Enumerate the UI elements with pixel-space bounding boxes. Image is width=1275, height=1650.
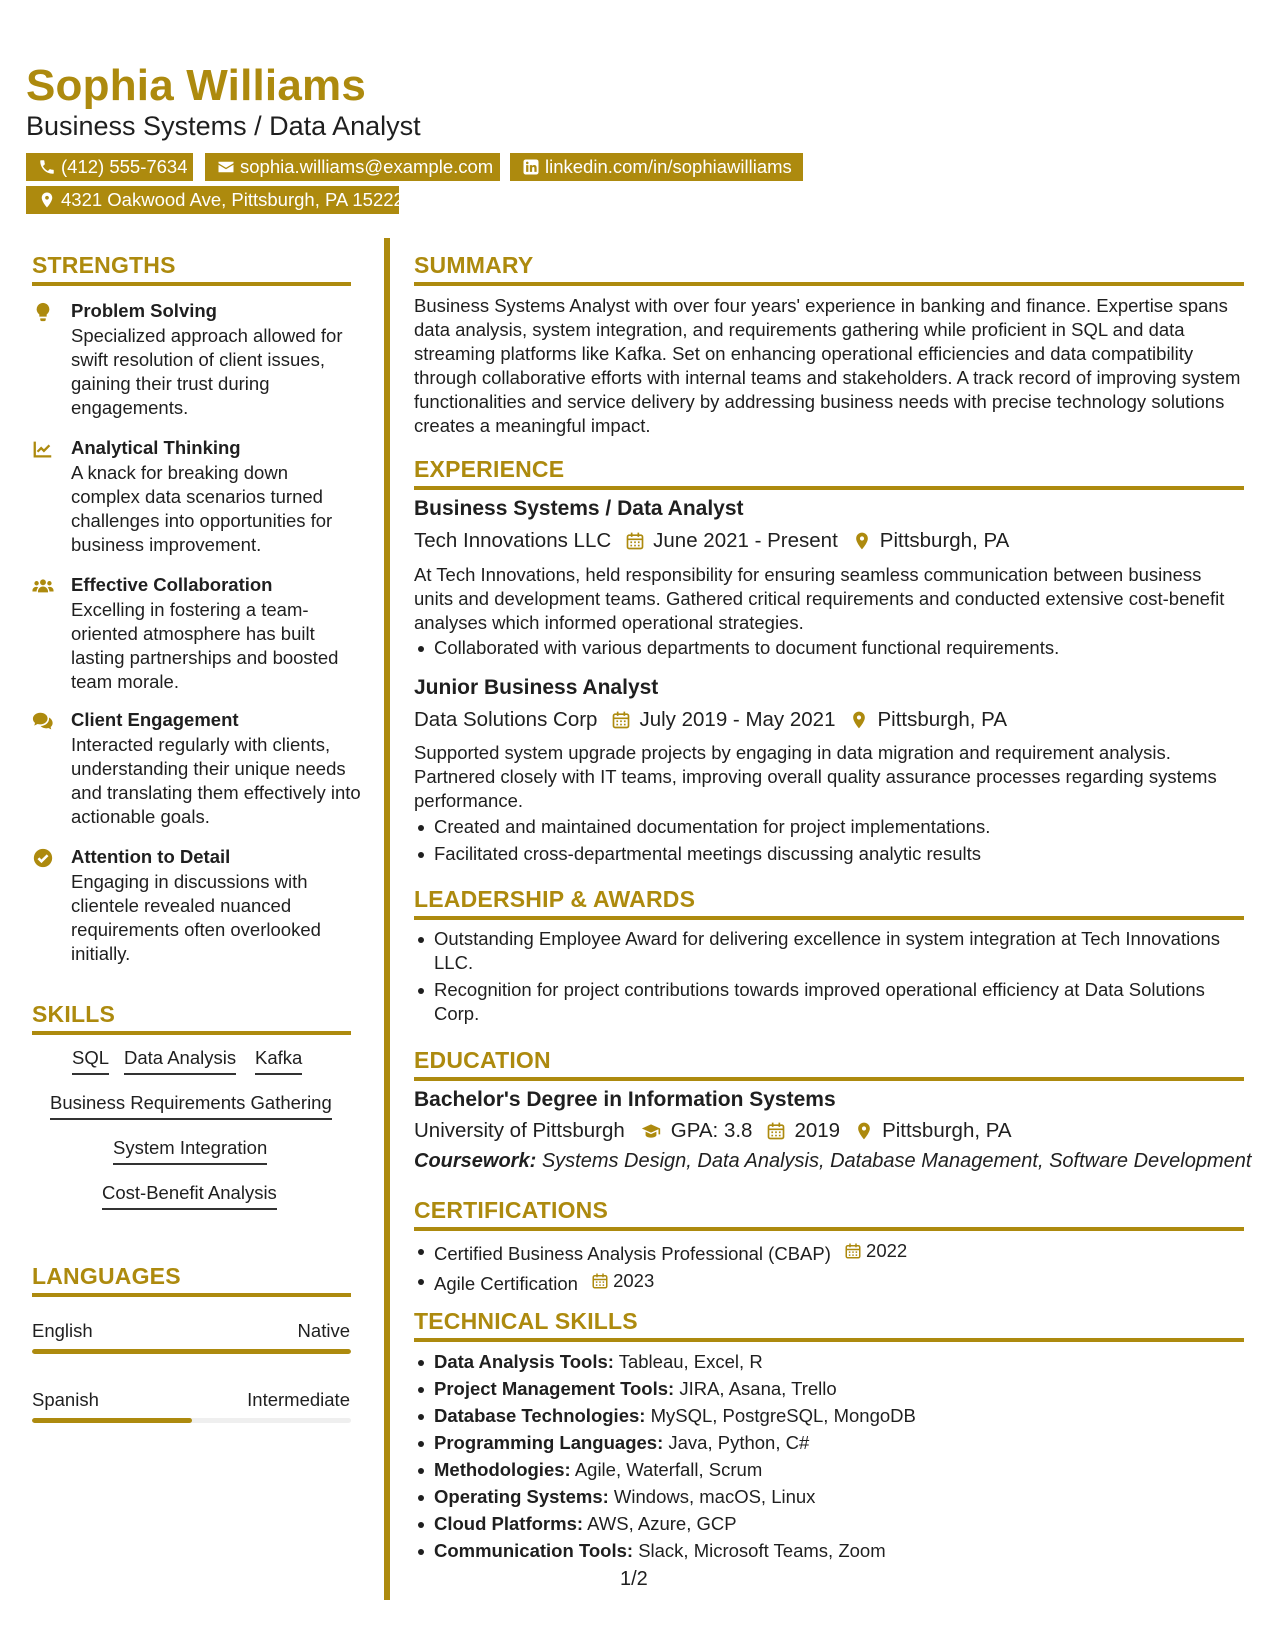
phone-text: (412) 555-7634 (61, 156, 188, 177)
language-bar (32, 1418, 351, 1423)
job-company: Data Solutions Corp (414, 708, 598, 731)
map-marker-icon (849, 710, 869, 730)
education-rule (414, 1077, 1244, 1081)
lightbulb-icon (32, 301, 54, 323)
strength-title: Effective Collaboration (71, 574, 273, 595)
candidate-title: Business Systems / Data Analyst (26, 111, 421, 141)
tech-value: JIRA, Asana, Trello (679, 1378, 837, 1399)
address-chip (26, 186, 404, 214)
experience-rule (414, 486, 1244, 490)
skill-tag: Kafka (255, 1046, 302, 1075)
list-item (414, 1377, 1244, 1401)
email-text: sophia.williams@example.com (240, 156, 494, 177)
strengths-heading: STRENGTHS (32, 252, 176, 278)
job-meta (414, 528, 1009, 554)
calendar-icon (625, 531, 645, 551)
tech-value: MySQL, PostgreSQL, MongoDB (650, 1405, 916, 1426)
page-number: 1/2 (620, 1568, 648, 1590)
tech-value: Java, Python, C# (668, 1432, 810, 1453)
job-description: Supported system upgrade projects by engaging in data migration and requirement analysis. Partnered closely with IT teams, improving overall quality assurance processes regarding systems performance. (414, 742, 1217, 811)
experience-heading: EXPERIENCE (414, 456, 565, 482)
users-icon (32, 575, 54, 597)
job-title: Junior Business Analyst (414, 676, 659, 699)
tech-value: Agile, Waterfall, Scrum (574, 1459, 763, 1480)
languages-heading: LANGUAGES (32, 1263, 181, 1289)
strengths-rule (32, 282, 351, 286)
phone-chip[interactable] (26, 153, 193, 181)
job-dates: July 2019 - May 2021 (639, 708, 836, 731)
cert-year: 2022 (866, 1240, 908, 1261)
tech-value: AWS, Azure, GCP (587, 1513, 737, 1534)
tech-label: Methodologies: (434, 1459, 571, 1480)
summary-heading: SUMMARY (414, 252, 534, 278)
strength-title: Problem Solving (71, 300, 217, 321)
list-item (414, 1431, 1244, 1455)
job-dates: June 2021 - Present (653, 529, 838, 552)
list-item: Recognition for project contributions towards improved operational efficiency at Data Solutions Corp. (414, 978, 1244, 1026)
skill-tag: System Integration (113, 1136, 267, 1165)
tech-label: Communication Tools: (434, 1540, 634, 1561)
list-item (414, 1512, 1244, 1536)
leadership-heading: LEADERSHIP & AWARDS (414, 886, 696, 912)
certifications-rule (414, 1227, 1244, 1231)
education-meta (414, 1118, 1012, 1144)
cert-year: 2023 (613, 1270, 655, 1291)
linkedin-text: linkedin.com/in/sophiawilliams (545, 156, 792, 177)
phone-icon (38, 158, 56, 176)
calendar-icon (766, 1121, 786, 1141)
technical-skills-heading: TECHNICAL SKILLS (414, 1308, 638, 1334)
list-item: Collaborated with various departments to document functional requirements. (414, 636, 1244, 660)
tech-label: Cloud Platforms: (434, 1513, 584, 1534)
strength-title: Attention to Detail (71, 846, 231, 867)
envelope-icon (217, 158, 235, 176)
graduation-year: 2019 (794, 1119, 841, 1142)
tech-label: Programming Languages: (434, 1432, 664, 1453)
calendar-icon (591, 1272, 609, 1290)
linkedin-chip[interactable] (510, 153, 803, 181)
language-level: Native (297, 1320, 350, 1341)
email-chip[interactable] (205, 153, 500, 181)
languages-rule (32, 1293, 351, 1297)
strength-desc: A knack for breaking down complex data scenarios turned challenges into opportunities for business improvement. (71, 462, 333, 555)
cert-date (844, 1239, 907, 1263)
list-item (414, 1458, 1244, 1482)
tech-value: Slack, Microsoft Teams, Zoom (638, 1540, 886, 1561)
strength-desc: Interacted regularly with clients, understanding their unique needs and translating them effectively into actionable goals. (71, 734, 361, 827)
skills-heading: SKILLS (32, 1001, 115, 1027)
calendar-icon (611, 710, 631, 730)
check-circle-icon (32, 847, 54, 869)
skills-rule (32, 1031, 351, 1035)
gpa: GPA: 3.8 (670, 1119, 753, 1142)
coursework (414, 1149, 1252, 1173)
coursework-list: Systems Design, Data Analysis, Database Management, Software Development (541, 1150, 1252, 1172)
language-level: Intermediate (247, 1389, 350, 1410)
job-description: At Tech Innovations, held responsibility for ensuring seamless communication between business units and development teams. Gathered critical requirements and conducted extensive cost-benefit analyses which informed operational strategies. (414, 564, 1225, 633)
list-item: Facilitated cross-departmental meetings discussing analytic results (414, 842, 1244, 866)
tech-label: Data Analysis Tools: (434, 1351, 614, 1372)
map-marker-icon (38, 191, 56, 209)
language-bar (32, 1349, 351, 1354)
leadership-rule (414, 916, 1244, 920)
job-location: Pittsburgh, PA (877, 708, 1008, 731)
job-bullets (414, 815, 1244, 869)
skill-tag: Business Requirements Gathering (50, 1091, 332, 1120)
strength-desc: Engaging in discussions with clientele revealed nuanced requirements often overlooked initially. (71, 871, 321, 964)
tech-value: Tableau, Excel, R (618, 1351, 763, 1372)
tech-label: Operating Systems: (434, 1486, 609, 1507)
job-bullets (414, 636, 1244, 663)
chart-line-icon (32, 438, 54, 460)
list-item (414, 1404, 1244, 1428)
list-item (414, 1350, 1244, 1374)
technical-skills-list (414, 1350, 1244, 1566)
tech-label: Project Management Tools: (434, 1378, 675, 1399)
tech-value: Windows, macOS, Linux (613, 1486, 816, 1507)
map-marker-icon (852, 531, 872, 551)
map-marker-icon (854, 1121, 874, 1141)
school-location: Pittsburgh, PA (882, 1119, 1012, 1142)
tech-label: Database Technologies: (434, 1405, 646, 1426)
graduation-cap-icon (639, 1121, 663, 1141)
skill-tag: Cost-Benefit Analysis (102, 1181, 277, 1210)
education-heading: EDUCATION (414, 1047, 551, 1073)
school-name: University of Pittsburgh (414, 1119, 625, 1142)
language-name: English (32, 1320, 93, 1341)
strength-desc: Excelling in fostering a team-oriented atmosphere has built lasting partnerships and boosted team morale. (71, 599, 339, 692)
list-item (414, 1539, 1244, 1563)
candidate-name: Sophia Williams (26, 61, 367, 110)
strength-desc: Specialized approach allowed for swift resolution of client issues, gaining their trust during engagements. (71, 325, 343, 418)
list-item (414, 1239, 1244, 1266)
coursework-label: Coursework: (414, 1150, 537, 1172)
leadership-list (414, 927, 1244, 1029)
job-location: Pittsburgh, PA (879, 529, 1010, 552)
comments-icon (32, 710, 54, 732)
degree-title: Bachelor's Degree in Information Systems (414, 1088, 836, 1111)
list-item (414, 1485, 1244, 1509)
address-text: 4321 Oakwood Ave, Pittsburgh, PA 15222 (61, 189, 404, 210)
skill-tag: SQL (72, 1046, 109, 1075)
calendar-icon (844, 1242, 862, 1260)
certifications-heading: CERTIFICATIONS (414, 1197, 609, 1223)
cert-date (591, 1269, 654, 1293)
cert-name: Certified Business Analysis Professional (CBAP) (434, 1243, 831, 1264)
linkedin-icon (522, 158, 540, 176)
list-item: Created and maintained documentation for project implementations. (414, 815, 1244, 839)
summary-rule (414, 282, 1244, 286)
strength-title: Client Engagement (71, 709, 239, 730)
language-name: Spanish (32, 1389, 99, 1410)
skill-tag: Data Analysis (124, 1046, 236, 1075)
job-meta (414, 707, 1007, 733)
list-item: Outstanding Employee Award for delivering excellence in system integration at Tech Innovations LLC. (414, 927, 1244, 975)
language-bar-fill (32, 1349, 351, 1354)
list-item (414, 1269, 1244, 1296)
technical-skills-rule (414, 1338, 1244, 1342)
summary-text: Business Systems Analyst with over four years' experience in banking and finance. Expertise spans data analysis, system integration, and requirements gathering while proficient in SQL and data streaming platforms like Kafka. Set on enhancing operational efficiencies and data compatibility through collaborative efforts with internal teams and stakeholders. A track record of improving system functionalities and service delivery by addressing business needs with precise technology solutions creates a meaningful impact. (414, 295, 1241, 436)
certifications-list (414, 1239, 1244, 1299)
job-company: Tech Innovations LLC (414, 529, 612, 552)
job-title: Business Systems / Data Analyst (414, 497, 744, 520)
language-bar-fill (32, 1418, 192, 1423)
strength-title: Analytical Thinking (71, 437, 241, 458)
column-divider (384, 238, 390, 1600)
cert-name: Agile Certification (434, 1273, 578, 1294)
